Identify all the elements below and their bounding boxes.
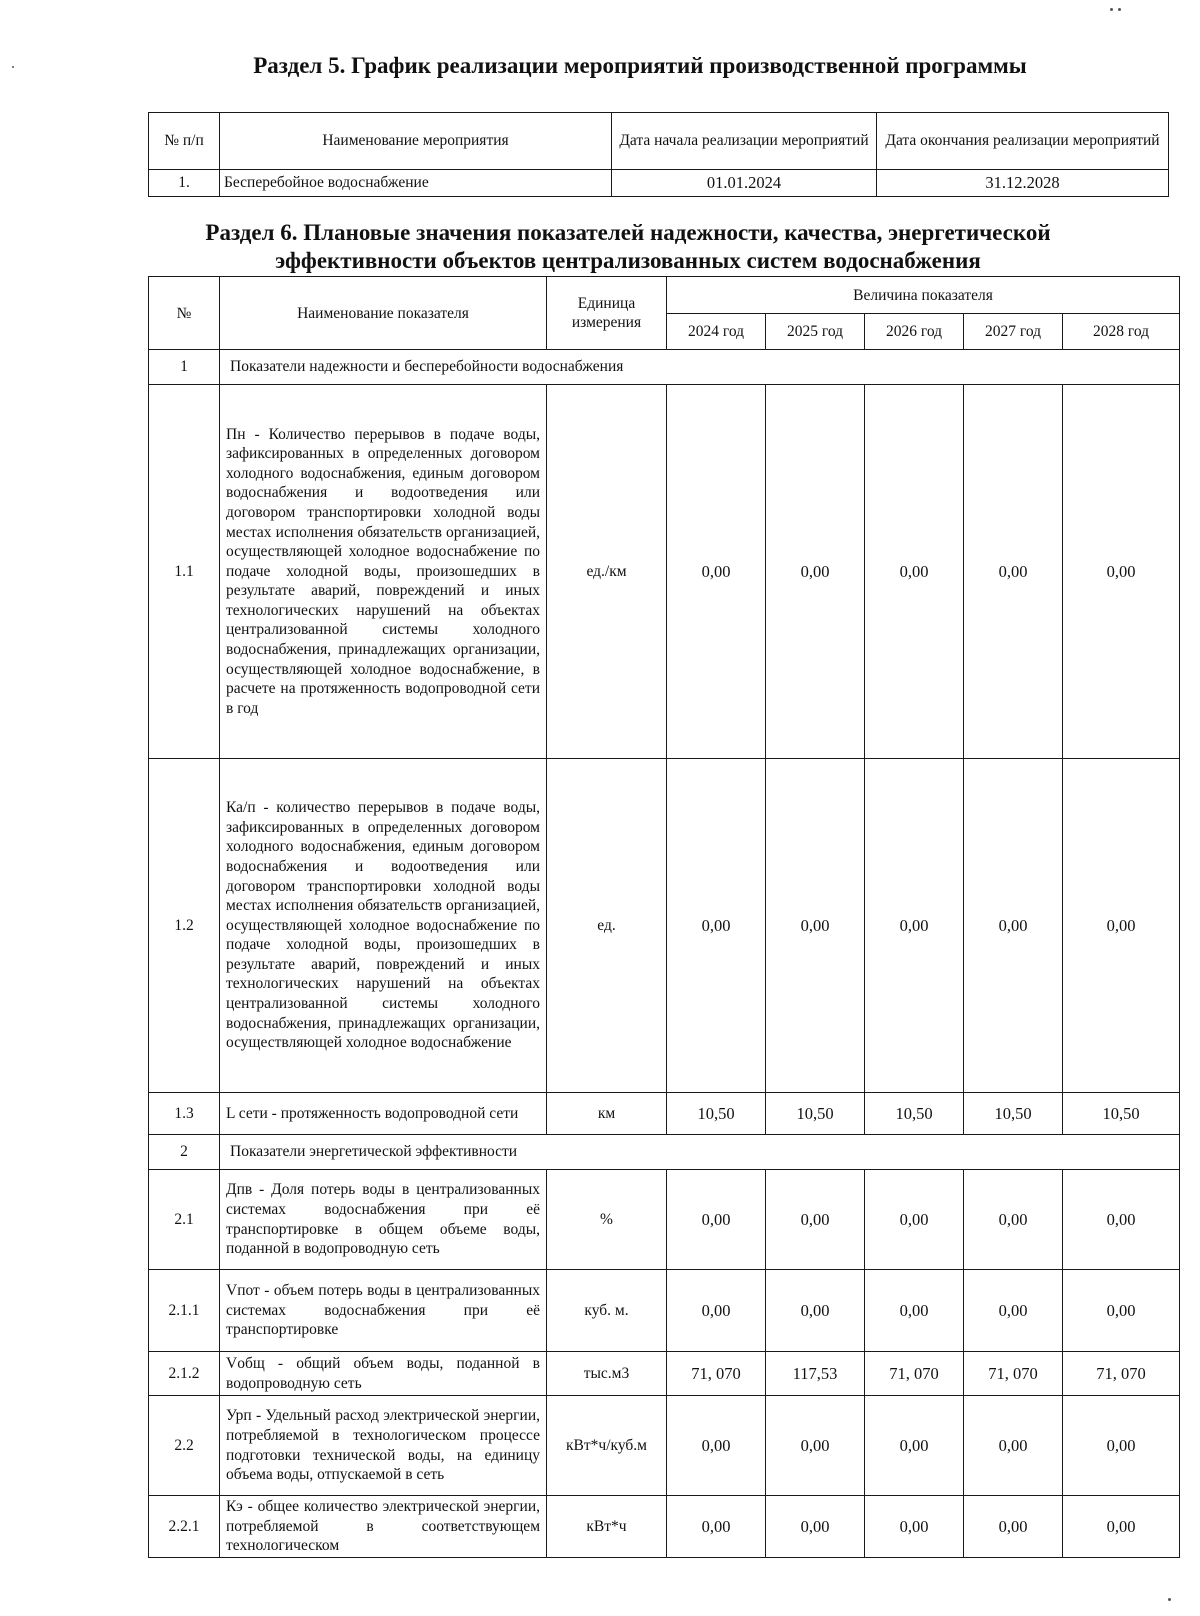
unit: % xyxy=(547,1170,667,1270)
header-end-date: Дата окончания реализации мероприятий xyxy=(877,113,1169,170)
value-cell: 0,00 xyxy=(865,385,964,759)
indicator-name: Vобщ - общий объем воды, поданной в водопроводную сеть xyxy=(220,1352,547,1396)
row-num: 2.2 xyxy=(149,1396,220,1496)
indicator-name: Кэ - общее количество электрической энергии, потребляемой в соответствующем технологическом xyxy=(220,1496,547,1558)
header-year: 2027 год xyxy=(964,314,1063,350)
value-cell: 71, 070 xyxy=(964,1352,1063,1396)
value-cell: 0,00 xyxy=(667,759,766,1093)
row-num: 1.1 xyxy=(149,385,220,759)
group-num: 1 xyxy=(149,350,220,385)
unit: ед./км xyxy=(547,385,667,759)
event-name: Бесперебойное водоснабжение xyxy=(220,170,612,197)
value-cell: 0,00 xyxy=(865,1396,964,1496)
scan-speck xyxy=(1168,1598,1171,1601)
section6-table xyxy=(148,276,1180,1558)
value-cell: 10,50 xyxy=(865,1093,964,1135)
value-cell: 0,00 xyxy=(766,1496,865,1558)
table-row xyxy=(149,759,1180,1093)
value-cell: 0,00 xyxy=(766,1396,865,1496)
header-start-date: Дата начала реализации мероприятий xyxy=(612,113,877,170)
table-row xyxy=(149,1093,1180,1135)
header-num: № п/п xyxy=(149,113,220,170)
section6-title xyxy=(28,219,1200,275)
value-cell: 71, 070 xyxy=(1063,1352,1180,1396)
row-num: 2.1.2 xyxy=(149,1352,220,1396)
group-label: Показатели надежности и бесперебойности водоснабжения xyxy=(220,350,1180,385)
group-row xyxy=(149,350,1180,385)
value-cell: 10,50 xyxy=(766,1093,865,1135)
row-num: 1. xyxy=(149,170,220,197)
header-row-1 xyxy=(149,277,1180,314)
indicator-name: Урп - Удельный расход электрической энергии, потребляемой в технологическом процессе подготовки технической воды, на единицу объема воды, отпускаемой в сеть xyxy=(220,1396,547,1496)
indicator-name: Ка/п - количество перерывов в подаче воды, зафиксированных в определенных договором холодного водоснабжения, единым договором водоснабжения и водоотведения или договором транспортировки холодной воды местах исполнения обязательств организацией, осуществляющей холодное водоснабжение по подаче холодной воды, произошедших в результате аварий, повреждений и иных технологических нарушений на объектах централизованной системы холодного водоснабжения, принадлежащих организации, осуществляющей холодное водоснабжение xyxy=(220,759,547,1093)
unit: тыс.м3 xyxy=(547,1352,667,1396)
unit: куб. м. xyxy=(547,1270,667,1352)
group-num: 2 xyxy=(149,1135,220,1170)
table-row xyxy=(149,1396,1180,1496)
unit: км xyxy=(547,1093,667,1135)
value-cell: 0,00 xyxy=(964,1496,1063,1558)
value-cell: 0,00 xyxy=(865,1170,964,1270)
section6-title-line1: Раздел 6. Плановые значения показателей надежности, качества, энергетической xyxy=(205,220,1051,245)
value-cell: 0,00 xyxy=(766,759,865,1093)
header-year: 2026 год xyxy=(865,314,964,350)
header-indicator-name: Наименование показателя xyxy=(220,277,547,350)
table-row xyxy=(149,1170,1180,1270)
value-cell: 10,50 xyxy=(667,1093,766,1135)
value-cell: 10,50 xyxy=(964,1093,1063,1135)
table-row xyxy=(149,1352,1180,1396)
value-cell: 0,00 xyxy=(1063,385,1180,759)
header-event-name: Наименование мероприятия xyxy=(220,113,612,170)
group-label: Показатели энергетической эффективности xyxy=(220,1135,1180,1170)
indicator-name: Пн - Количество перерывов в подаче воды, зафиксированных в определенных договором холодного водоснабжения, единым договором водоснабжения и водоотведения или договором транспортировки холодной воды местах исполнения обязательств организацией, осуществляющей холодное водоснабжение по подаче холодной воды, произошедших в результате аварий, повреждений и иных технологических нарушений на объектах централизованной системы холодного водоснабжения, принадлежащих организации, осуществляющей холодное водоснабжение, в расчете на протяженность водопроводной сети в год xyxy=(220,385,547,759)
value-cell: 0,00 xyxy=(667,385,766,759)
start-date: 01.01.2024 xyxy=(612,170,877,197)
unit: кВт*ч xyxy=(547,1496,667,1558)
header-value: Величина показателя xyxy=(667,277,1180,314)
table-row xyxy=(149,1496,1180,1558)
row-num: 2.2.1 xyxy=(149,1496,220,1558)
unit: кВт*ч/куб.м xyxy=(547,1396,667,1496)
row-num: 2.1 xyxy=(149,1170,220,1270)
value-cell: 0,00 xyxy=(667,1396,766,1496)
value-cell: 0,00 xyxy=(1063,1270,1180,1352)
value-cell: 117,53 xyxy=(766,1352,865,1396)
table-row xyxy=(149,170,1169,197)
scan-speck xyxy=(1110,8,1113,11)
value-cell: 0,00 xyxy=(1063,759,1180,1093)
value-cell: 0,00 xyxy=(766,1170,865,1270)
value-cell: 0,00 xyxy=(964,759,1063,1093)
indicator-name: Vпот - объем потерь воды в централизованных системах водоснабжения при её транспортировке xyxy=(220,1270,547,1352)
scan-speck xyxy=(1118,8,1121,11)
value-cell: 0,00 xyxy=(964,1270,1063,1352)
header-year: 2028 год xyxy=(1063,314,1180,350)
group-row xyxy=(149,1135,1180,1170)
value-cell: 0,00 xyxy=(667,1170,766,1270)
value-cell: 71, 070 xyxy=(865,1352,964,1396)
table-row xyxy=(149,1270,1180,1352)
value-cell: 0,00 xyxy=(1063,1396,1180,1496)
section6-title-line2: эффективности объектов централизованных систем водоснабжения xyxy=(275,248,981,273)
scan-speck xyxy=(12,66,14,68)
value-cell: 0,00 xyxy=(964,1170,1063,1270)
value-cell: 10,50 xyxy=(1063,1093,1180,1135)
value-cell: 0,00 xyxy=(964,1396,1063,1496)
indicator-name: Дпв - Доля потерь воды в централизованных системах водоснабжения при её транспортировке в общем объеме воды, поданной в водопроводную сеть xyxy=(220,1170,547,1270)
value-cell: 0,00 xyxy=(865,1270,964,1352)
value-cell: 0,00 xyxy=(1063,1170,1180,1270)
header-num: № xyxy=(149,277,220,350)
value-cell: 0,00 xyxy=(667,1270,766,1352)
value-cell: 0,00 xyxy=(865,1496,964,1558)
value-cell: 0,00 xyxy=(766,385,865,759)
value-cell: 71, 070 xyxy=(667,1352,766,1396)
section5-title: Раздел 5. График реализации мероприятий производственной программы xyxy=(253,53,1027,78)
section5-table xyxy=(148,112,1169,197)
header-year: 2024 год xyxy=(667,314,766,350)
indicator-name: L сети - протяженность водопроводной сети xyxy=(220,1093,547,1135)
unit: ед. xyxy=(547,759,667,1093)
row-num: 1.2 xyxy=(149,759,220,1093)
row-num: 2.1.1 xyxy=(149,1270,220,1352)
header-unit: Единица измерения xyxy=(547,277,667,350)
header-year: 2025 год xyxy=(766,314,865,350)
value-cell: 0,00 xyxy=(766,1270,865,1352)
table-row xyxy=(149,385,1180,759)
row-num: 1.3 xyxy=(149,1093,220,1135)
value-cell: 0,00 xyxy=(667,1496,766,1558)
value-cell: 0,00 xyxy=(964,385,1063,759)
end-date: 31.12.2028 xyxy=(877,170,1169,197)
section5-header-row xyxy=(149,113,1169,170)
value-cell: 0,00 xyxy=(1063,1496,1180,1558)
value-cell: 0,00 xyxy=(865,759,964,1093)
